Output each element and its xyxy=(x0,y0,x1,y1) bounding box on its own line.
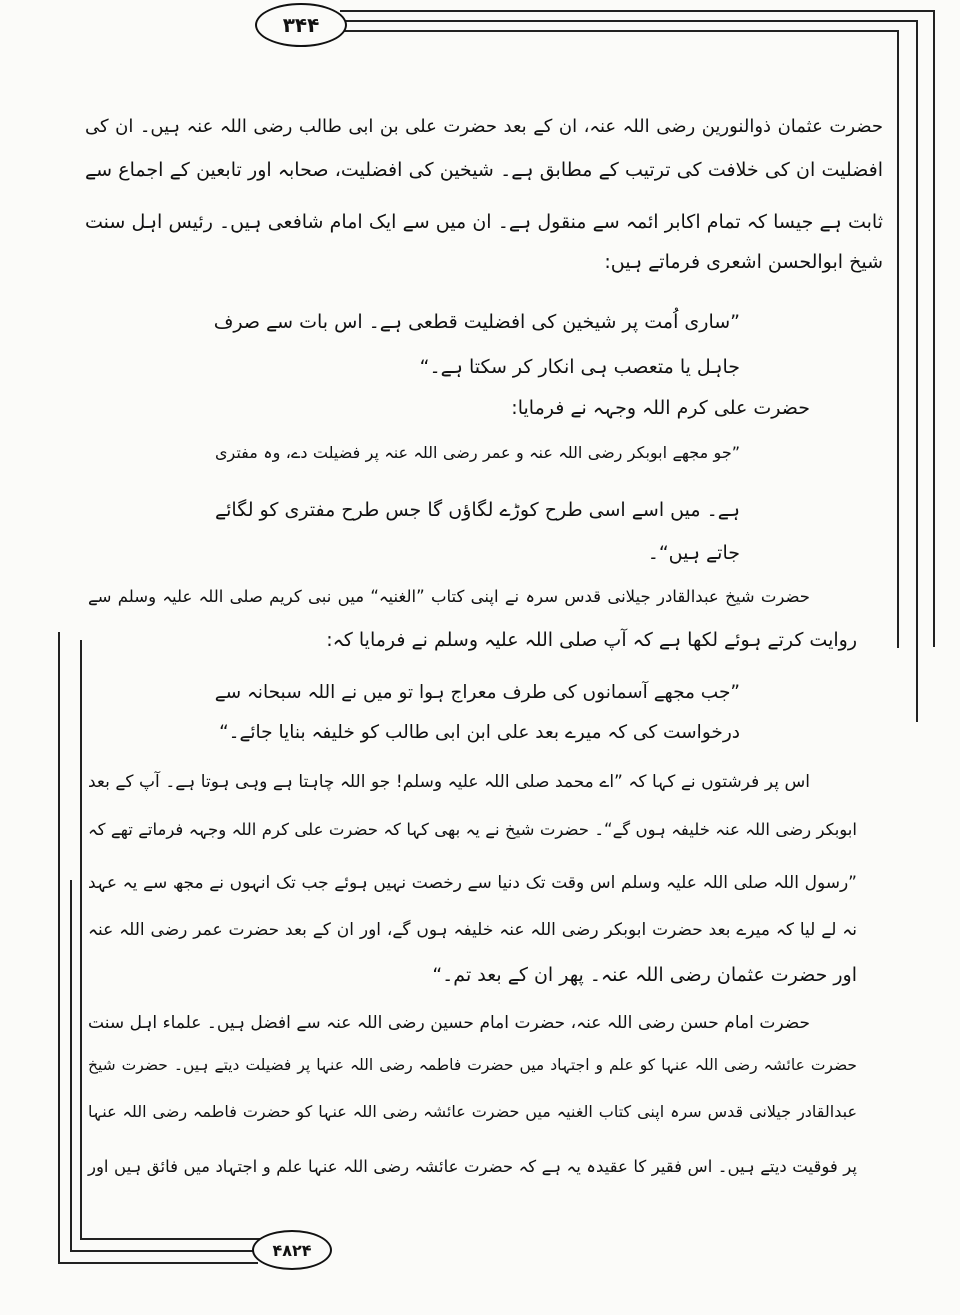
quote-line: ”جو مجھے ابوبکر رضی اللہ عنہ و عمر رضی اللہ عنہ پر فضیلت دے، وہ مفتری xyxy=(215,443,740,462)
text-line: ”رسول اللہ صلی اللہ علیہ وسلم اس وقت تک دنیا سے رخصت نہیں ہوئے جب تک انہوں نے مجھ سے یہ عہد xyxy=(88,873,857,893)
text-line: افضلیت ان کی خلافت کی ترتیب کے مطابق ہے۔ شیخین کی افضلیت، صحابہ اور تابعین کے اجماع سے xyxy=(85,159,883,181)
frame-line xyxy=(58,632,60,1262)
text-line: حضرت عثمان ذوالنورین رضی اللہ عنہ، ان کے بعد حضرت علی بن ابی طالب رضی اللہ عنہ ہیں۔ ان کی xyxy=(85,116,883,137)
text-line: روایت کرتے ہوئے لکھا ہے کہ آپ صلی اللہ علیہ وسلم نے فرمایا کہ: xyxy=(326,629,857,651)
text-line: حضرت شیخ عبدالقادر جیلانی قدس سرہ نے اپنی کتاب ”الغنیہ“ میں نبی کریم صلی اللہ علیہ وسلم سے xyxy=(88,587,810,606)
frame-line xyxy=(70,880,72,1250)
frame-line xyxy=(80,1238,260,1240)
text-line: حضرت عائشہ رضی اللہ عنہا کو علم و اجتہاد میں حضرت فاطمہ رضی اللہ عنہا پر فضیلت دیتے ہیں۔ حضرت شیخ xyxy=(88,1056,857,1074)
text-line: ثابت ہے جیسا کہ تمام اکابر ائمہ سے منقول ہے۔ ان میں سے ایک امام شافعی ہیں۔ رئیس اہل سنت xyxy=(85,211,883,233)
text-line: پر فوقیت دیتے ہیں۔ اس فقیر کا عقیدہ یہ ہے کہ حضرت عائشہ رضی اللہ عنہا علم و اجتہاد میں فائق ہیں اور xyxy=(88,1157,857,1176)
quote-line: جاتے ہیں“۔ xyxy=(647,542,740,564)
frame-line xyxy=(80,640,82,1238)
text-line: اس پر فرشتوں نے کہا کہ ”اے محمد صلی اللہ علیہ وسلم! جو اللہ چاہتا ہے وہی ہوتا ہے۔ آپ کے بعد xyxy=(88,772,810,792)
frame-line xyxy=(70,1250,255,1252)
text-line: اور حضرت عثمان رضی اللہ عنہ۔ پھر ان کے بعد تم۔“ xyxy=(432,964,857,986)
quote-line: ہے۔ میں اسے اسی طرح کوڑے لگاؤں گا جس طرح مفتری کو لگائے xyxy=(215,499,740,521)
text-line: نہ لے لیا کہ میرے بعد حضرت ابوبکر رضی اللہ عنہ خلیفہ ہوں گے، اور ان کے بعد حضرت عمر رضی اللہ عنہ xyxy=(88,920,857,940)
text-line: حضرت علی کرم اللہ وجہہ نے فرمایا: xyxy=(511,397,810,419)
quote-line: ”جب مجھے آسمانوں کی طرف معراج ہوا تو میں نے اللہ سبحانہ سے xyxy=(214,682,740,703)
quote-line: جاہل یا متعصب ہی انکار کر سکتا ہے۔“ xyxy=(419,356,740,378)
frame-line xyxy=(345,20,918,22)
frame-line xyxy=(916,20,918,722)
frame-line xyxy=(58,1262,258,1264)
quote-line: ”ساری اُمت پر شیخین کی افضلیت قطعی ہے۔ اس بات سے صرف xyxy=(213,311,740,333)
quote-line: درخواست کی کہ میرے بعد علی ابن ابی طالب کو خلیفہ بنایا جائے۔“ xyxy=(219,722,740,743)
bottom-page-number: ۴۸۲۴ xyxy=(252,1230,332,1270)
frame-line xyxy=(340,30,899,32)
top-page-number: ۳۴۴ xyxy=(255,3,347,47)
text-line: حضرت امام حسن رضی اللہ عنہ، حضرت امام حسین رضی اللہ عنہ سے افضل ہیں۔ علماء اہل سنت xyxy=(88,1013,810,1033)
frame-line xyxy=(897,30,899,648)
text-line: شیخ ابوالحسن اشعری فرماتے ہیں: xyxy=(604,251,883,273)
text-line: عبدالقادر جیلانی قدس سرہ اپنی کتاب الغنیہ میں حضرت عائشہ رضی اللہ عنہا کو حضرت فاطمہ رضی اللہ عنہا xyxy=(88,1102,857,1121)
frame-line xyxy=(933,10,935,647)
text-line: ابوبکر رضی اللہ عنہ خلیفہ ہوں گے“۔ حضرت شیخ نے یہ بھی کہا کہ حضرت علی کرم اللہ وجہہ فرماتے تھے کہ xyxy=(88,820,857,839)
frame-line xyxy=(340,10,935,12)
